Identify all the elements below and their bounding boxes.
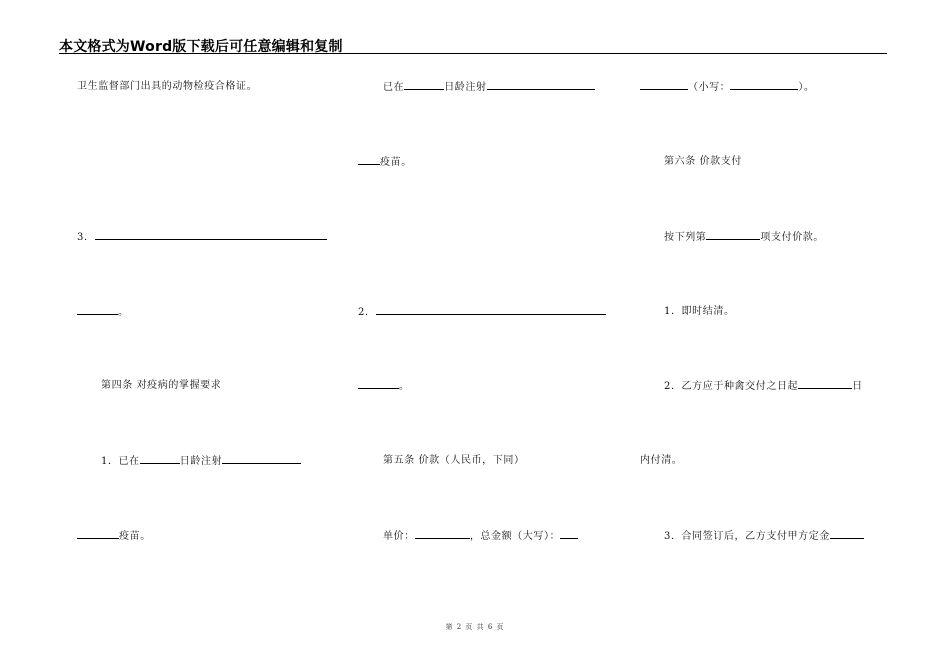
fill-blank[interactable]	[77, 529, 119, 539]
col1-period: 。	[118, 307, 129, 318]
fill-blank-age[interactable]	[404, 80, 444, 90]
col2-item2-number: 2．	[358, 307, 376, 318]
col1-line-item3	[77, 230, 327, 245]
col3-lowercase-label: （小写：	[688, 82, 731, 93]
fill-blank-vaccine[interactable]	[487, 80, 595, 90]
col1-article4-heading	[101, 379, 221, 393]
col3-close-paren: ）。	[798, 82, 815, 93]
col1-line-inspection-cert	[77, 80, 257, 94]
col1-line-item3-continued	[77, 305, 129, 320]
article5-title: 第五条 价款（人民币，下同）	[383, 455, 525, 466]
payment-option-3: 3．合同签订后，乙方支付甲方定金	[664, 531, 830, 542]
col3-line-deferred-continued	[640, 454, 682, 468]
payment-option-2-a: 2．乙方应于种禽交付之日起	[664, 381, 799, 392]
col2-line-item2-continued	[358, 379, 410, 394]
col2-article5-heading	[383, 454, 525, 468]
col2-line-vaccination	[383, 80, 595, 95]
payment-option-1: 1．即时结清。	[664, 306, 735, 317]
total-amount-label: ，总金额（大写）：	[469, 531, 561, 542]
fill-blank-total[interactable]	[560, 529, 578, 539]
col3-line-deposit	[664, 529, 864, 544]
fill-blank[interactable]	[640, 80, 688, 90]
col3-line-payment-method	[664, 230, 824, 245]
col1-line-vaccine	[77, 529, 151, 544]
col3-line-immediate	[664, 305, 735, 319]
col1-text-1: 卫生监督部门出具的动物检疫合格证。	[77, 81, 258, 92]
page-number-footer: 第 2 页 共 6 页	[445, 623, 505, 631]
fill-blank[interactable]	[358, 379, 399, 389]
header-divider	[59, 53, 887, 54]
col1-item1-b: 日龄注射	[179, 456, 223, 467]
unit-price-label: 单价：	[383, 531, 415, 542]
col2-vaccine-suffix: 疫苗。	[380, 157, 412, 168]
col3-article6-heading	[664, 155, 742, 169]
col2-text-b: 日龄注射	[444, 82, 487, 93]
article6-title: 第六条 价款支付	[664, 156, 742, 167]
fill-blank[interactable]	[358, 155, 380, 165]
fill-blank-item-no[interactable]	[706, 230, 760, 240]
document-header-title: 本文格式为Word版下载后可任意编辑和复制	[59, 39, 343, 55]
payment-option-2-c: 内付清。	[640, 455, 683, 466]
col1-vaccine-suffix: 疫苗。	[119, 531, 151, 542]
col2-line-price	[383, 529, 578, 544]
col2-period: 。	[399, 381, 410, 392]
fill-blank-days[interactable]	[798, 379, 852, 389]
payment-option-2-b: 日	[852, 381, 863, 392]
fill-blank[interactable]	[95, 230, 327, 240]
fill-blank-deposit[interactable]	[830, 529, 864, 539]
fill-blank-age[interactable]	[140, 454, 180, 464]
col2-line-vaccine	[358, 155, 412, 170]
payment-method-b: 项支付价款。	[760, 232, 825, 243]
article4-title: 第四条 对疫病的掌握要求	[101, 380, 222, 391]
payment-method-a: 按下列第	[664, 232, 707, 243]
col1-line-vaccination	[101, 454, 301, 469]
fill-blank[interactable]	[376, 305, 606, 315]
col2-text-a: 已在	[383, 82, 405, 93]
col1-item3-number: 3．	[77, 232, 95, 243]
fill-blank-lowercase[interactable]	[730, 80, 798, 90]
fill-blank[interactable]	[77, 305, 118, 315]
col3-line-deferred	[664, 379, 863, 394]
fill-blank-unit-price[interactable]	[415, 529, 470, 539]
col2-line-item2	[358, 305, 606, 320]
col3-line-lowercase-amount	[640, 80, 815, 95]
col1-item1-a: 1．已在	[101, 456, 140, 467]
fill-blank-vaccine[interactable]	[222, 454, 301, 464]
